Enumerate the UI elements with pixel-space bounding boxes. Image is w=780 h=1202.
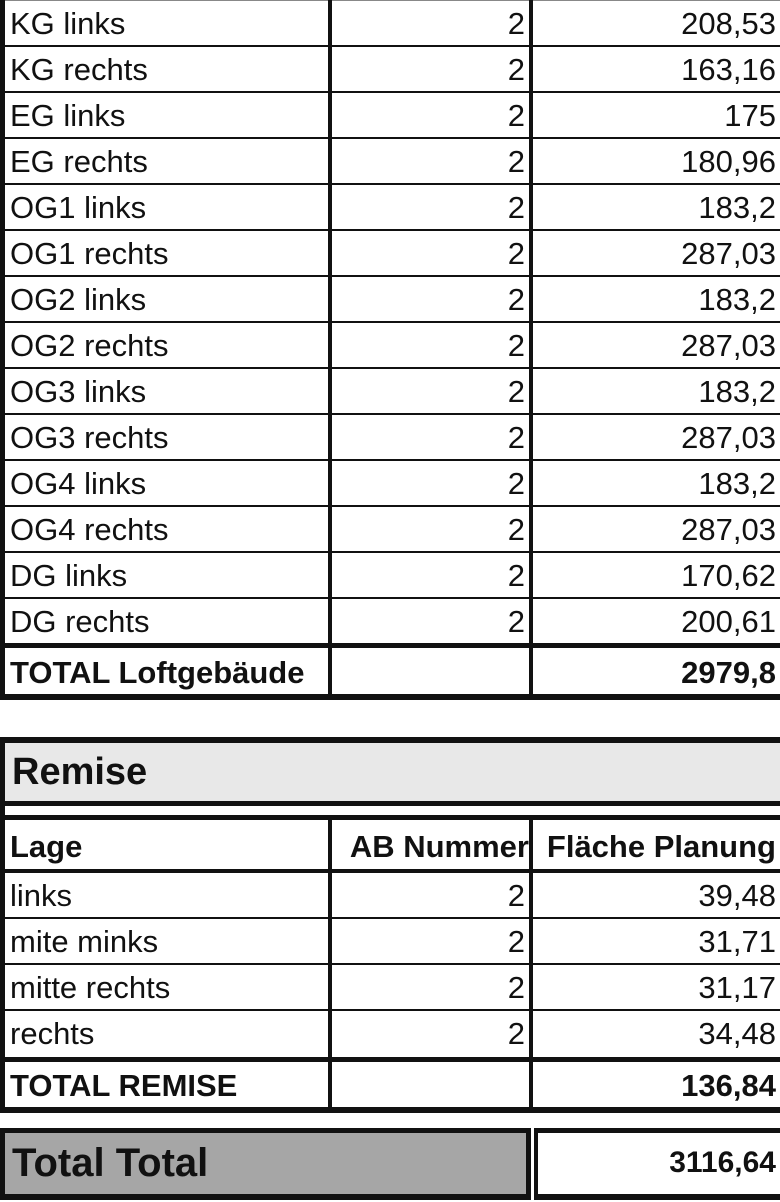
header-flaeche-planung[interactable]: Fläche Planung [546,828,776,864]
gridline [534,1128,538,1200]
gridline [0,551,780,553]
gridline [534,1194,780,1200]
lage-cell[interactable]: EG rechts [10,143,148,179]
ab-cell[interactable]: 2 [507,327,525,363]
gridline [0,917,780,919]
flaeche-cell[interactable]: 183,2 [698,281,776,317]
header-lage[interactable]: Lage [10,828,83,864]
table-row[interactable] [0,322,780,368]
gridline [529,815,533,1113]
lage-cell[interactable]: OG3 links [10,373,147,409]
ab-cell[interactable]: 2 [507,5,525,41]
lage-cell[interactable]: OG2 links [10,281,147,317]
gridline [0,0,780,1]
flaeche-cell[interactable]: 163,16 [681,51,776,87]
lage-cell[interactable]: mite minks [10,923,159,959]
flaeche-cell[interactable]: 200,61 [681,603,776,639]
gridline [0,413,780,415]
flaeche-cell[interactable]: 287,03 [681,419,776,455]
ab-cell[interactable]: 2 [507,557,525,593]
gridline [0,367,780,369]
table-row[interactable] [0,92,780,138]
gridline [0,1194,530,1200]
lage-cell[interactable]: DG links [10,557,128,593]
flaeche-cell[interactable]: 183,2 [698,465,776,501]
table-row[interactable] [0,506,780,552]
ab-cell[interactable]: 2 [507,189,525,225]
ab-cell[interactable]: 2 [507,1015,525,1051]
flaeche-cell[interactable]: 34,48 [698,1015,776,1051]
flaeche-cell[interactable]: 31,17 [698,969,776,1005]
grand-total-label[interactable]: Total Total [12,1141,209,1185]
lage-cell[interactable]: links [10,877,73,913]
lage-cell[interactable]: OG4 rechts [10,511,169,547]
gridline [0,45,780,47]
ab-cell[interactable]: 2 [507,465,525,501]
lage-cell[interactable]: rechts [10,1015,95,1051]
lage-cell[interactable]: DG rechts [10,603,150,639]
table-row[interactable] [0,918,780,964]
gridline [0,505,780,507]
gridline [0,1009,780,1011]
table-row[interactable] [0,0,780,46]
gridline [529,0,533,700]
ab-cell[interactable] [330,648,533,696]
gridline [0,963,780,965]
flaeche-cell[interactable]: 175 [724,97,776,133]
lage-cell[interactable]: OG3 rechts [10,419,169,455]
ab-cell[interactable]: 2 [507,235,525,271]
grand-total-value[interactable]: 3116,64 [669,1146,776,1179]
loft-total-label[interactable]: TOTAL Loftgebäude [10,654,305,690]
gridline [0,1128,5,1200]
flaeche-cell[interactable]: 39,48 [698,877,776,913]
table-row[interactable] [0,184,780,230]
flaeche-cell[interactable]: 183,2 [698,189,776,225]
ab-cell[interactable]: 2 [507,51,525,87]
flaeche-cell[interactable]: 31,71 [698,923,776,959]
gridline [0,91,780,93]
flaeche-cell[interactable]: 208,53 [681,5,776,41]
lage-cell[interactable]: KG rechts [10,51,148,87]
lage-cell[interactable]: OG1 rechts [10,235,169,271]
table-row[interactable] [0,1010,780,1056]
ab-cell[interactable]: 2 [507,143,525,179]
lage-cell[interactable]: OG1 links [10,189,147,225]
gridline [0,737,5,1113]
gridline [0,183,780,185]
flaeche-cell[interactable]: 287,03 [681,327,776,363]
lage-cell[interactable]: mitte rechts [10,969,171,1005]
remise-title[interactable]: Remise [12,751,148,793]
gridline [0,643,780,648]
ab-cell[interactable]: 2 [507,969,525,1005]
gridline [328,815,332,1113]
ab-cell[interactable]: 2 [507,373,525,409]
gridline [0,869,780,873]
gridline [0,597,780,599]
table-row[interactable] [0,598,780,644]
gridline [0,1057,780,1062]
lage-cell[interactable]: KG links [10,5,126,41]
gridline [526,1128,531,1200]
gridline [0,321,780,323]
lage-cell[interactable]: EG links [10,97,126,133]
ab-cell[interactable]: 2 [507,511,525,547]
gridline [0,737,780,743]
table-row[interactable] [0,460,780,506]
remise-total-row[interactable] [0,1062,780,1108]
ab-cell[interactable] [330,1062,533,1108]
ab-cell[interactable]: 2 [507,97,525,133]
gridline [0,275,780,277]
flaeche-cell[interactable]: 180,96 [681,143,776,179]
flaeche-cell[interactable]: 183,2 [698,373,776,409]
gridline [328,0,332,700]
gridline [0,1128,530,1133]
flaeche-cell[interactable]: 170,62 [681,557,776,593]
table-row[interactable] [0,276,780,322]
table-row[interactable] [0,872,780,918]
gridline [0,1107,780,1113]
table-row[interactable] [0,414,780,460]
gridline [0,459,780,461]
gridline [0,801,780,806]
gridline [0,137,780,139]
flaeche-cell[interactable]: 287,03 [681,511,776,547]
loft-total-row[interactable] [0,648,780,696]
table-row[interactable] [0,964,780,1010]
table-row[interactable] [0,368,780,414]
ab-cell[interactable]: 2 [507,603,525,639]
header-ab-nummer[interactable]: AB Nummer [349,828,529,864]
lage-cell[interactable]: OG4 links [10,465,147,501]
ab-cell[interactable]: 2 [507,281,525,317]
ab-cell[interactable]: 2 [507,923,525,959]
gridline [0,815,780,820]
gridline [0,229,780,231]
table-row[interactable] [0,552,780,598]
remise-total-label[interactable]: TOTAL REMISE [10,1067,238,1103]
remise-header-row [0,822,780,870]
ab-cell[interactable]: 2 [507,419,525,455]
gridline [0,0,5,700]
table-row[interactable] [0,230,780,276]
loft-total-value[interactable]: 2979,8 [681,654,776,690]
remise-total-value[interactable]: 136,84 [681,1067,776,1103]
flaeche-cell[interactable]: 287,03 [681,235,776,271]
ab-cell[interactable]: 2 [507,877,525,913]
table-row[interactable] [0,138,780,184]
lage-cell[interactable]: OG2 rechts [10,327,169,363]
table-row[interactable] [0,46,780,92]
gridline [534,1128,780,1133]
gridline [0,694,780,700]
